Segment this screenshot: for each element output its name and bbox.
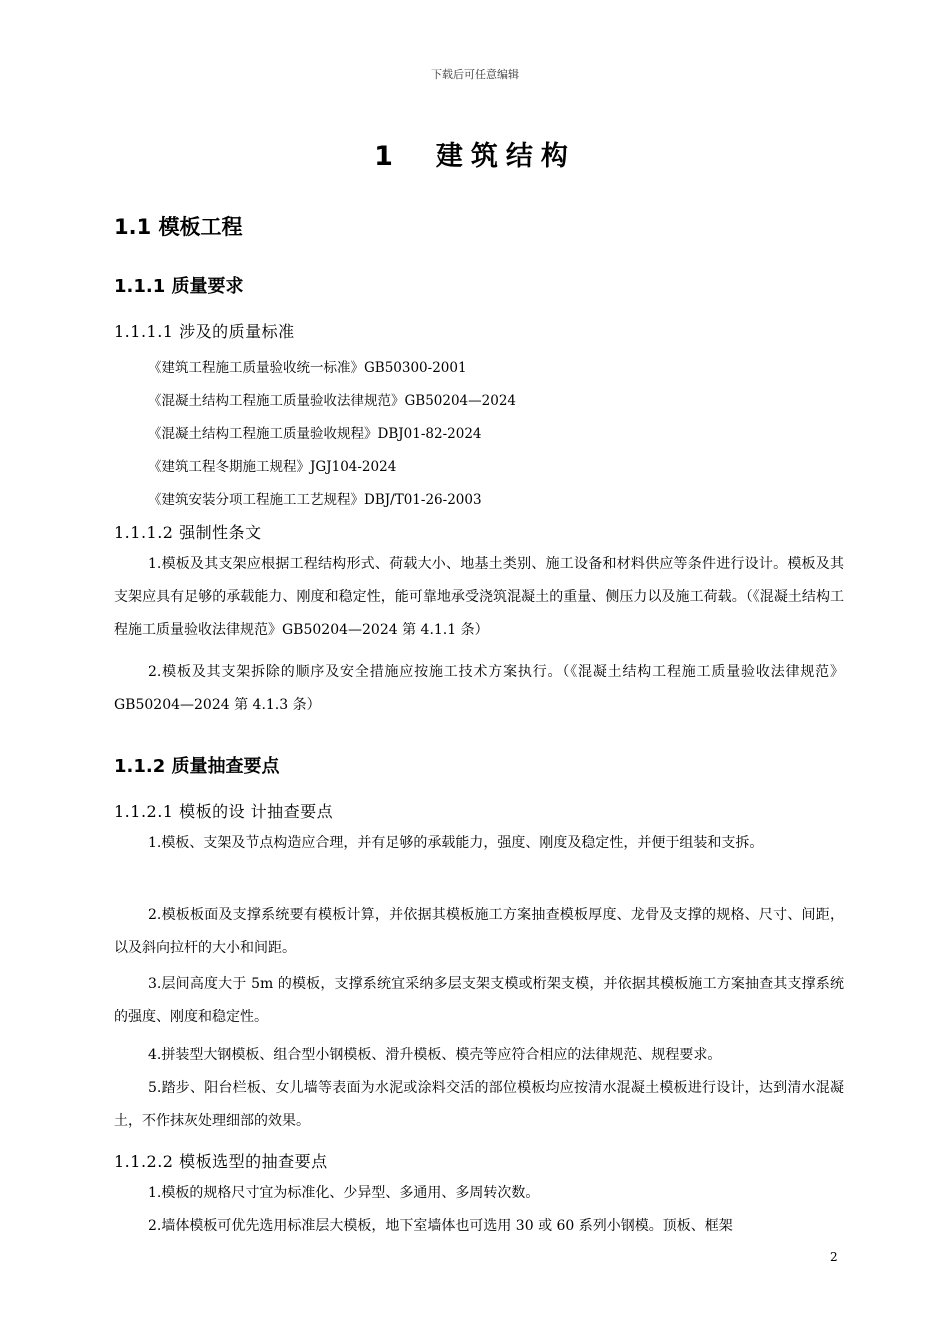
section-heading-1-1-1-2: 1.1.1.2 强制性条文 bbox=[114, 523, 262, 542]
standard-item: 《建筑安装分项工程施工工艺规程》DBJ/T01-26-2003 bbox=[148, 492, 482, 508]
section-heading-1-1-2-2: 1.1.2.2 模板选型的抽查要点 bbox=[114, 1152, 328, 1171]
design-point: 2.模板板面及支撑系统要有模板计算，并依据其模板施工方案抽查模板厚度、龙骨及支撑的规格、尺寸、间距，以及斜向拉杆的大小和间距。 bbox=[114, 907, 844, 956]
standard-item: 《混凝土结构工程施工质量验收法律规范》GB50204—2024 bbox=[148, 393, 517, 409]
standard-item: 《建筑工程冬期施工规程》JGJ104-2024 bbox=[148, 459, 397, 475]
chapter-title: 1 建筑结构 bbox=[374, 141, 576, 172]
page-number: 2 bbox=[830, 1250, 838, 1264]
selection-point: 2.墙体模板可优先选用标准层大模板，地下室墙体也可选用 30 或 60 系列小钢模。顶板、框架 bbox=[148, 1218, 733, 1234]
mandatory-clause: 1.模板及其支架应根据工程结构形式、荷载大小、地基土类别、施工设备和材料供应等条件进行设计。模板及其支架应具有足够的承载能力、刚度和稳定性，能可靠地承受浇筑混凝土的重量、侧压力以及施工荷载。（《混凝土结构工程施工质量验收法律规范》GB50204—2024 第 4.1.1 条） bbox=[114, 556, 844, 638]
section-heading-1-1-1-1: 1.1.1.1 涉及的质量标准 bbox=[114, 322, 295, 341]
standard-item: 《建筑工程施工质量验收统一标准》GB50300-2001 bbox=[148, 360, 467, 376]
design-point: 4.拼装型大钢模板、组合型小钢模板、滑升模板、模壳等应符合相应的法律规范、规程要求。 bbox=[148, 1047, 722, 1063]
section-heading-1-1: 1.1 模板工程 bbox=[114, 215, 243, 239]
mandatory-clause: 2.模板及其支架拆除的顺序及安全措施应按施工技术方案执行。（《混凝土结构工程施工质量验收法律规范》GB50204—2024 第 4.1.3 条） bbox=[114, 664, 844, 713]
design-point: 3.层间高度大于 5m 的模板，支撑系统宜采纳多层支架支模或桁架支模，并依据其模板施工方案抽查其支撑系统的强度、刚度和稳定性。 bbox=[114, 976, 844, 1025]
standard-item: 《混凝土结构工程施工质量验收规程》DBJ01-82-2024 bbox=[148, 426, 482, 442]
header-note: 下载后可任意编辑 bbox=[431, 68, 519, 81]
design-point: 1.模板、支架及节点构造应合理，并有足够的承载能力，强度、刚度及稳定性，并便于组装和支拆。 bbox=[148, 835, 764, 851]
design-point: 5.踏步、阳台栏板、女儿墙等表面为水泥或涂料交活的部位模板均应按清水混凝土模板进行设计，达到清水混凝土，不作抹灰处理细部的效果。 bbox=[114, 1080, 844, 1129]
selection-point: 1.模板的规格尺寸宜为标准化、少异型、多通用、多周转次数。 bbox=[148, 1185, 540, 1201]
section-heading-1-1-2: 1.1.2 质量抽查要点 bbox=[114, 756, 280, 777]
section-heading-1-1-1: 1.1.1 质量要求 bbox=[114, 276, 244, 297]
section-heading-1-1-2-1: 1.1.2.1 模板的设 计抽查要点 bbox=[114, 802, 334, 821]
